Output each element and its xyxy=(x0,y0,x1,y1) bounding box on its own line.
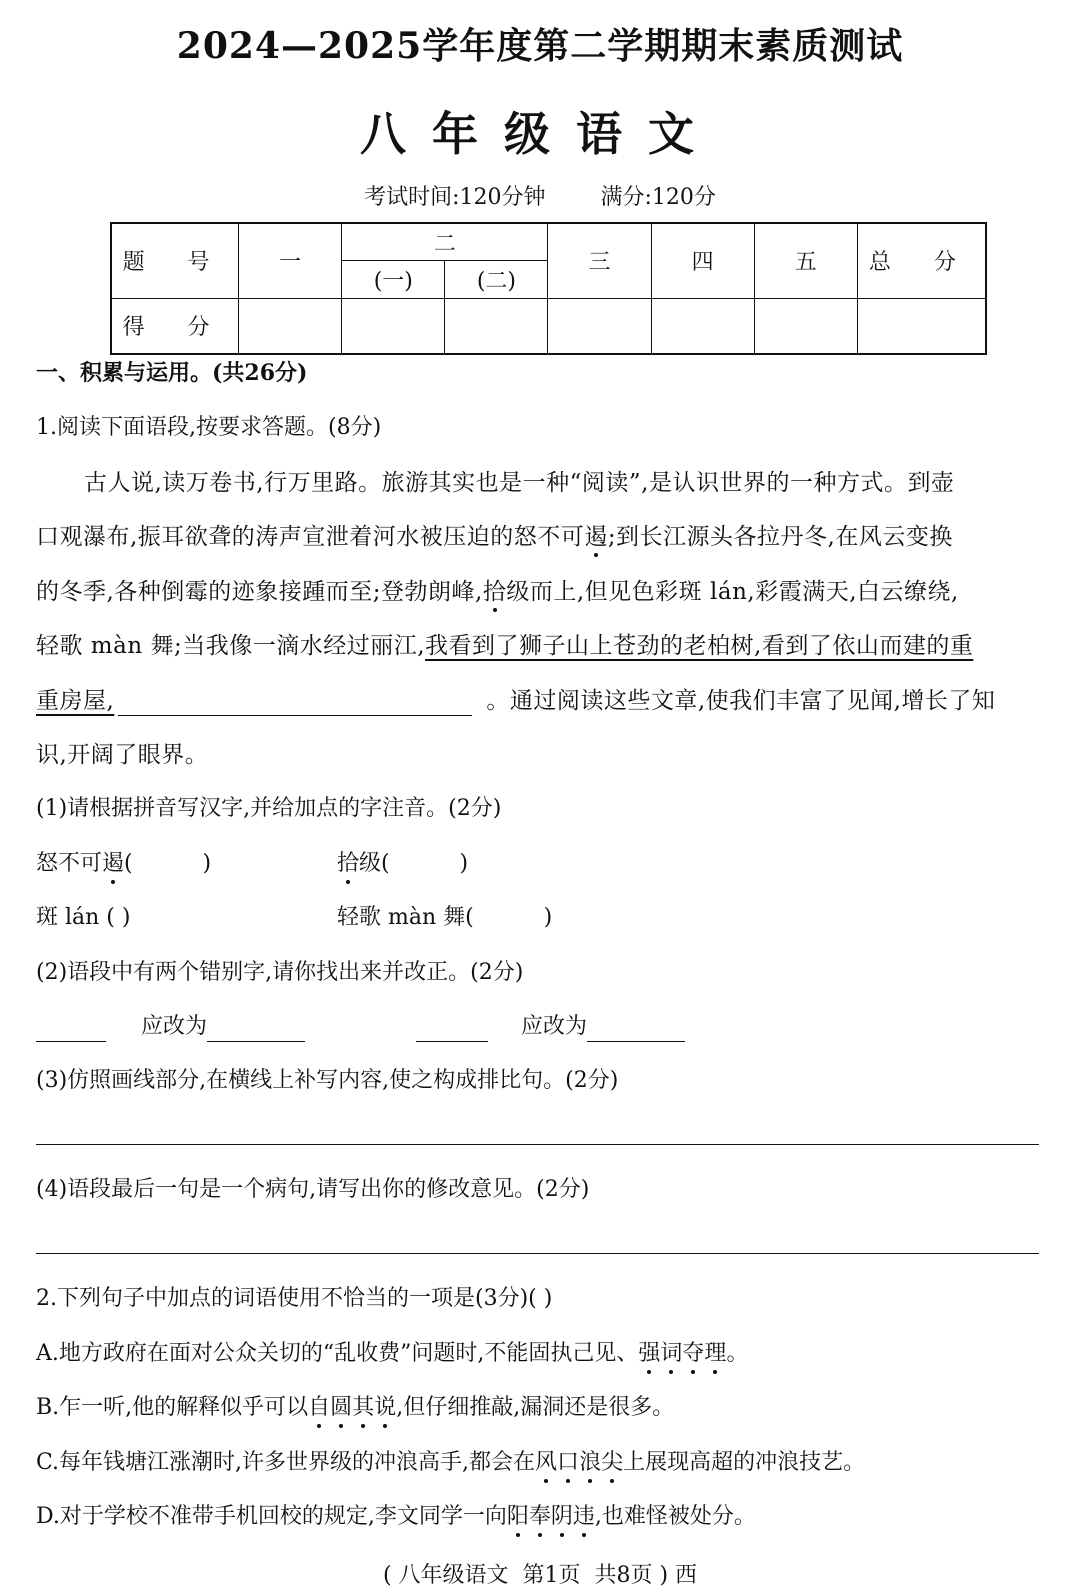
underlined-text: 重房屋, xyxy=(36,688,115,714)
dotted-char: 其 xyxy=(352,1393,374,1423)
score-cell-1[interactable] xyxy=(239,298,342,354)
passage-line-4: 轻歌 màn 舞;当我像一滴水经过丽江,我看到了狮子山上苍劲的老柏树,看到了依山而建的重 xyxy=(36,633,974,659)
header-total: 总 分 xyxy=(857,223,986,298)
answer-line-4[interactable] xyxy=(36,1253,1039,1254)
score-cell-5[interactable] xyxy=(754,298,857,354)
dotted-char: 强 xyxy=(638,1339,660,1369)
fill-blank-passage[interactable] xyxy=(118,692,472,716)
score-cell-4[interactable] xyxy=(651,298,754,354)
passage-line-2: 口观瀑布,振耳欲聋的涛声宣泄着河水被压迫的怒不可遏;到长江源头各拉丹冬,在风云变换 xyxy=(36,524,953,550)
question-1-title: 1.阅读下面语段,按要求答题。(8分) xyxy=(36,415,382,440)
dotted-char: 口 xyxy=(557,1448,579,1478)
header-part-1: 一 xyxy=(239,223,342,298)
dotted-char: 夺 xyxy=(682,1339,704,1369)
dotted-char: 遏 xyxy=(102,849,124,879)
score-cell-3[interactable] xyxy=(548,298,651,354)
sub-question-3: (3)仿照画线部分,在横线上补写内容,使之构成排比句。(2分) xyxy=(36,1068,619,1093)
underlined-text: 我看到了狮子山上苍劲的老柏树,看到了依山而建的重 xyxy=(425,633,974,659)
option-a: A.地方政府在面对公众关切的“乱收费”问题时,不能固执己见、强词夺理。 xyxy=(36,1339,748,1369)
section-1-heading: 一、积累与运用。(共26分) xyxy=(36,360,308,386)
option-c: C.每年钱塘江涨潮时,许多世界级的冲浪高手,都会在风口浪尖上展现高超的冲浪技艺。 xyxy=(36,1448,865,1478)
dotted-phrase xyxy=(507,1504,595,1529)
score-cell-2a[interactable] xyxy=(342,298,445,354)
dotted-char: 阴 xyxy=(551,1502,573,1532)
dotted-char: 词 xyxy=(660,1339,682,1369)
sub-question-4: (4)语段最后一句是一个病句,请写出你的修改意见。(2分) xyxy=(36,1177,590,1202)
dotted-phrase xyxy=(638,1341,726,1366)
exam-time: 考试时间:120分钟 xyxy=(364,185,546,210)
score-table xyxy=(110,222,987,355)
option-b: B.乍一听,他的解释似乎可以自圆其说,但仔细推敲,漏洞还是很多。 xyxy=(36,1393,674,1423)
correction-row: 应改为 应改为 xyxy=(36,1012,685,1042)
sub-question-2: (2)语段中有两个错别字,请你找出来并改正。(2分) xyxy=(36,960,524,985)
full-score: 满分:120分 xyxy=(600,185,716,210)
wrong-char-blank-1[interactable] xyxy=(36,1018,106,1042)
score-cell-2b[interactable] xyxy=(445,298,548,354)
answer-line-3[interactable] xyxy=(36,1144,1039,1145)
header-part-2: 二 xyxy=(342,223,548,261)
pinyin-item-3[interactable]: 斑 lán ( ) xyxy=(36,905,131,930)
exam-meta xyxy=(0,180,1080,211)
row-label-score: 得 分 xyxy=(111,298,239,354)
dotted-phrase xyxy=(308,1395,396,1420)
dotted-char: 阳 xyxy=(507,1502,529,1532)
dotted-char: 风 xyxy=(535,1448,557,1478)
dotted-char: 说 xyxy=(374,1393,396,1423)
dotted-char: 奉 xyxy=(529,1502,551,1532)
passage-line-3: 的冬季,各种倒霉的迹象接踵而至;登勃朗峰,拾级而上,但见色彩斑 lán,彩霞满天,白云缭绕, xyxy=(36,579,959,605)
pinyin-item-4[interactable]: 轻歌 màn 舞( ) xyxy=(337,905,553,930)
exam-title: 2024—2025学年度第二学期期末素质测试 xyxy=(176,25,904,67)
subject-title: 八年级语文 xyxy=(360,107,720,161)
dotted-char: 理 xyxy=(704,1339,726,1369)
page-footer: ( 八年级语文 第1页 共8页 ) 西 xyxy=(382,1563,698,1588)
dotted-char: 自 xyxy=(308,1393,330,1423)
header-part-3: 三 xyxy=(548,223,651,298)
score-cell-total[interactable] xyxy=(857,298,986,354)
passage-line-5: 重房屋, 。通过阅读这些文章,使我们丰富了见闻,增长了知 xyxy=(36,688,996,714)
dotted-char: 浪 xyxy=(579,1448,601,1478)
dotted-char: 拾 xyxy=(337,849,359,879)
dotted-char: 圆 xyxy=(330,1393,352,1423)
pinyin-item-1: 怒不可遏( ) xyxy=(36,849,211,879)
passage-line-1: 古人说,读万卷书,行万里路。旅游其实也是一种“阅读”,是认识世界的一种方式。到壶 xyxy=(84,470,955,496)
dotted-phrase xyxy=(535,1450,623,1475)
dotted-char: 遏 xyxy=(584,524,608,550)
wrong-char-blank-2[interactable] xyxy=(416,1018,488,1042)
dotted-char: 拾 xyxy=(482,579,507,605)
sub-question-1: (1)请根据拼音写汉字,并给加点的字注音。(2分) xyxy=(36,796,502,821)
fix-blank-2[interactable] xyxy=(587,1018,685,1042)
header-part-5: 五 xyxy=(754,223,857,298)
question-2-title: 2.下列句子中加点的词语使用不恰当的一项是(3分)( ) xyxy=(36,1286,553,1311)
dotted-char: 违 xyxy=(573,1502,595,1532)
passage-line-6: 识,开阔了眼界。 xyxy=(36,742,209,768)
dotted-char: 尖 xyxy=(601,1448,623,1478)
header-part-2b: (二) xyxy=(445,261,548,299)
header-part-4: 四 xyxy=(651,223,754,298)
pinyin-item-2: 拾级( ) xyxy=(337,849,468,879)
answer-paren[interactable]: ( ) xyxy=(124,851,212,876)
option-d: D.对于学校不准带手机回校的规定,李文同学一向阳奉阴违,也难怪被处分。 xyxy=(36,1502,756,1532)
header-part-2a: (一) xyxy=(342,261,445,299)
fix-blank-1[interactable] xyxy=(207,1018,305,1042)
header-tihao: 题 号 xyxy=(111,223,239,298)
